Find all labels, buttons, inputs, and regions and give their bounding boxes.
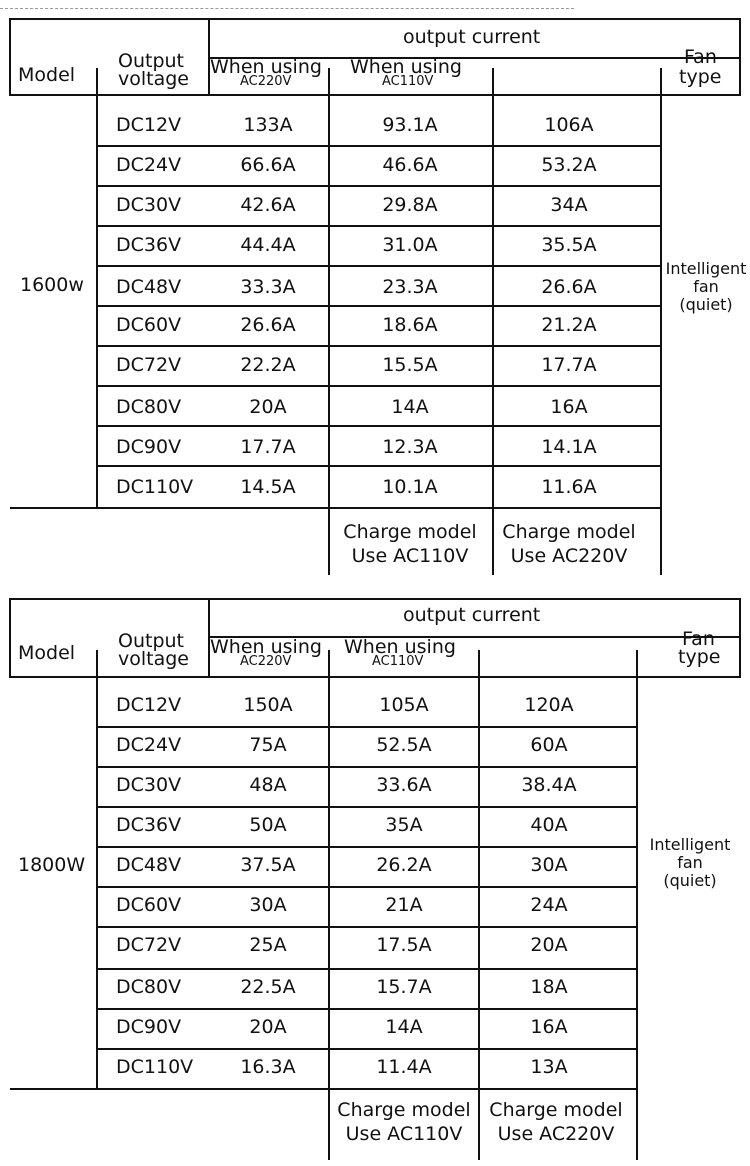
current-col3-cell: 34A (550, 194, 588, 216)
current-ac220-cell: 22.5A (240, 976, 296, 998)
current-ac110-cell: 46.6A (382, 154, 438, 176)
current-col3-cell: 120A (524, 694, 574, 716)
current-col3-cell: 16A (550, 396, 588, 418)
current-col3-cell: 20A (530, 934, 568, 956)
current-ac110-cell: 26.2A (376, 854, 432, 876)
current-ac220-cell: 14.5A (240, 476, 296, 498)
charge-note-ac110-line1: Charge model (343, 521, 477, 543)
header-model: Model (18, 642, 76, 664)
voltage-cell: DC48V (116, 854, 182, 876)
current-col3-cell: 60A (530, 734, 568, 756)
current-ac110-cell: 23.3A (382, 276, 438, 298)
voltage-cell: DC36V (116, 234, 182, 256)
voltage-cell: DC24V (116, 154, 182, 176)
current-ac110-cell: 35A (385, 814, 423, 836)
current-ac110-cell: 15.5A (382, 354, 438, 376)
current-ac110-cell: 14A (385, 1016, 423, 1038)
header-output-current: output current (403, 604, 541, 626)
voltage-cell: DC24V (116, 734, 182, 756)
fan-type-line1: Intelligent (649, 835, 731, 854)
current-col3-cell: 35.5A (541, 234, 597, 256)
voltage-cell: DC30V (116, 774, 182, 796)
current-ac220-cell: 75A (249, 734, 287, 756)
voltage-cell: DC90V (116, 1016, 182, 1038)
current-ac220-cell: 33.3A (240, 276, 296, 298)
current-col3-cell: 11.6A (541, 476, 597, 498)
header-fan-line1: Fan (684, 46, 717, 68)
current-col3-cell: 17.7A (541, 354, 597, 376)
current-ac220-cell: 16.3A (240, 1056, 296, 1078)
spec-table-1800w (0, 598, 750, 1166)
current-ac220-cell: 22.2A (240, 354, 296, 376)
current-col3-cell: 24A (530, 894, 568, 916)
current-ac220-cell: 25A (249, 934, 287, 956)
current-col3-cell: 40A (530, 814, 568, 836)
header-col1-line1: When using (210, 636, 322, 658)
header-output-voltage-line1: Output (118, 50, 184, 72)
current-col3-cell: 16A (530, 1016, 568, 1038)
current-col3-cell: 38.4A (521, 774, 577, 796)
current-ac110-cell: 12.3A (382, 436, 438, 458)
current-ac110-cell: 33.6A (376, 774, 432, 796)
current-ac220-cell: 66.6A (240, 154, 296, 176)
model-value: 1800W (18, 854, 86, 876)
current-col3-cell: 21.2A (541, 314, 597, 336)
current-ac110-cell: 21A (385, 894, 423, 916)
current-ac110-cell: 52.5A (376, 734, 432, 756)
voltage-cell: DC72V (116, 354, 182, 376)
current-ac220-cell: 20A (249, 396, 287, 418)
header-col2-line2: AC110V (382, 74, 434, 89)
current-ac220-cell: 48A (249, 774, 287, 796)
charge-note-ac220-line1: Charge model (489, 1099, 623, 1121)
current-ac110-cell: 105A (379, 694, 429, 716)
header-output-voltage-line2: voltage (118, 648, 189, 670)
fan-type-line2: fan (677, 853, 703, 872)
header-col1-line2: AC220V (240, 74, 292, 89)
current-ac110-cell: 15.7A (376, 976, 432, 998)
current-ac220-cell: 30A (249, 894, 287, 916)
voltage-cell: DC80V (116, 976, 182, 998)
voltage-cell: DC60V (116, 894, 182, 916)
voltage-cell: DC110V (116, 476, 194, 498)
charge-note-ac110-line2: Use AC110V (345, 1123, 463, 1145)
current-ac220-cell: 42.6A (240, 194, 296, 216)
current-col3-cell: 106A (544, 114, 594, 136)
header-output-voltage-line2: voltage (118, 68, 189, 90)
header-output-current: output current (403, 26, 541, 48)
voltage-cell: DC12V (116, 114, 182, 136)
model-value: 1600w (20, 274, 84, 296)
header-col2-line1: When using (350, 56, 462, 78)
current-ac110-cell: 31.0A (382, 234, 438, 256)
header-fan-line2: type (679, 66, 722, 88)
current-col3-cell: 13A (530, 1056, 568, 1078)
current-col3-cell: 18A (530, 976, 568, 998)
header-fan-line2: type (678, 646, 721, 668)
current-ac110-cell: 14A (391, 396, 429, 418)
voltage-cell: DC60V (116, 314, 182, 336)
current-ac220-cell: 17.7A (240, 436, 296, 458)
current-ac110-cell: 17.5A (376, 934, 432, 956)
voltage-cell: DC110V (116, 1056, 194, 1078)
current-col3-cell: 30A (530, 854, 568, 876)
voltage-cell: DC48V (116, 276, 182, 298)
current-ac220-cell: 37.5A (240, 854, 296, 876)
fan-type-line3: (quiet) (679, 295, 733, 314)
current-col3-cell: 26.6A (541, 276, 597, 298)
fan-type-line2: fan (693, 277, 719, 296)
current-ac220-cell: 44.4A (240, 234, 296, 256)
voltage-cell: DC36V (116, 814, 182, 836)
current-ac110-cell: 10.1A (382, 476, 438, 498)
voltage-cell: DC80V (116, 396, 182, 418)
header-col1-line1: When using (210, 56, 322, 78)
fan-type-line3: (quiet) (663, 871, 717, 890)
current-ac220-cell: 133A (243, 114, 293, 136)
charge-note-ac110-line2: Use AC110V (351, 545, 469, 567)
voltage-cell: DC12V (116, 694, 182, 716)
current-ac110-cell: 29.8A (382, 194, 438, 216)
charge-note-ac220-line1: Charge model (502, 521, 636, 543)
current-ac220-cell: 150A (243, 694, 293, 716)
voltage-cell: DC72V (116, 934, 182, 956)
charge-note-ac220-line2: Use AC220V (510, 545, 628, 567)
current-ac110-cell: 18.6A (382, 314, 438, 336)
voltage-cell: DC90V (116, 436, 182, 458)
voltage-cell: DC30V (116, 194, 182, 216)
header-col1-line2: AC220V (240, 654, 292, 669)
current-col3-cell: 14.1A (541, 436, 597, 458)
header-col2-line1: When using (344, 636, 456, 658)
current-ac110-cell: 11.4A (376, 1056, 432, 1078)
header-fan-line1: Fan (682, 628, 715, 650)
header-col2-line2: AC110V (372, 654, 424, 669)
current-ac220-cell: 20A (249, 1016, 287, 1038)
header-output-voltage-line1: Output (118, 630, 184, 652)
spec-table-1600w (0, 0, 750, 580)
fan-type-line1: Intelligent (665, 259, 747, 278)
current-ac220-cell: 50A (249, 814, 287, 836)
current-ac110-cell: 93.1A (382, 114, 438, 136)
current-col3-cell: 53.2A (541, 154, 597, 176)
header-model: Model (18, 64, 76, 86)
charge-note-ac220-line2: Use AC220V (497, 1123, 615, 1145)
charge-note-ac110-line1: Charge model (337, 1099, 471, 1121)
current-ac220-cell: 26.6A (240, 314, 296, 336)
